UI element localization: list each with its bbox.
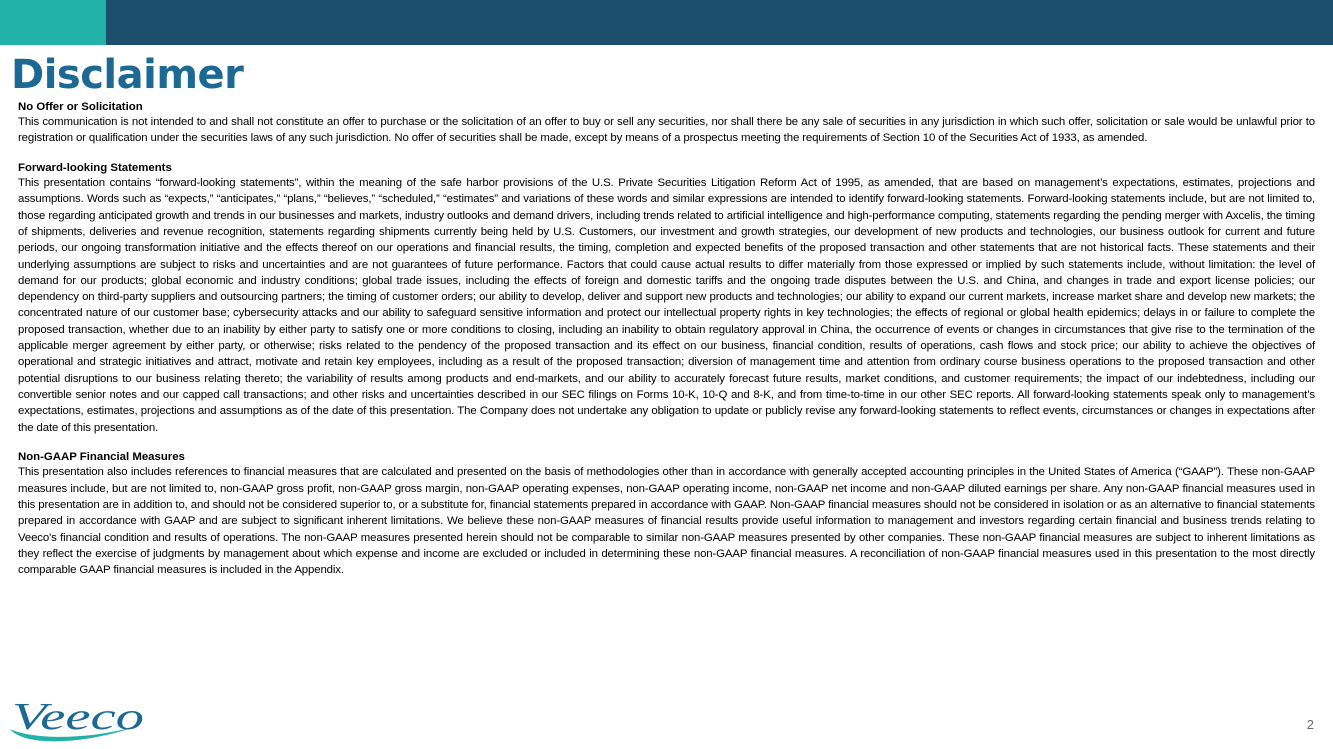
section-non-gaap xyxy=(18,450,1315,578)
section-heading: No Offer or Solicitation xyxy=(18,101,143,113)
page-number: 2 xyxy=(1306,717,1314,732)
logo-text: Veeco xyxy=(12,696,144,738)
section-body: This communication is not intended to and shall not constitute an offer to purchase or the solicitation of an offer to buy or sell any securities, nor shall there be any sale of securities in any jurisdiction in which such offer, solicitation or sale would be unlawful prior to registration or qualification under the securities laws of any such jurisdiction. No offer of securities shall be made, except by means of a prospectus meeting the requirements of Section 10 of the Securities Act of 1933, as amended. xyxy=(18,116,1315,145)
section-no-offer xyxy=(18,100,1315,147)
disclaimer-content xyxy=(18,100,1315,593)
header-bar xyxy=(0,0,1333,45)
veeco-logo xyxy=(6,695,148,745)
section-body: This presentation also includes references to financial measures that are calculated and presented on the basis of methodologies other than in accordance with generally accepted accounting principles in the United States of America (“GAAP”). These non-GAAP measures include, but are not limited to, non-GAAP gross profit, non-GAAP gross margin, non-GAAP operating expenses, non-GAAP operating income, non-GAAP net income and non-GAAP diluted earnings per share. Any non-GAAP financial measures used in this presentation are in addition to, and should not be considered superior to, or a substitute for, financial statements prepared in accordance with GAAP. Non-GAAP financial measures should not be considered in isolation or as an alternative to financial statements prepared in accordance with GAAP and are subject to significant inherent limitations. We believe these non-GAAP measures of financial results provide useful information to management and investors regarding certain financial and business trends relating to Veeco's financial condition and results of operations. The non-GAAP measures presented herein should not be comparable to similar non-GAAP measures presented by other companies. These non-GAAP financial measures are subject to inherent limitations as they reflect the exercise of judgments by management about which expense and income are excluded or included in determining these non-GAAP financial measures. A reconciliation of non-GAAP financial measures used in this presentation to the most directly comparable GAAP financial measures is included in the Appendix. xyxy=(18,466,1315,577)
page-title: Disclaimer xyxy=(11,52,244,98)
section-forward-looking xyxy=(18,161,1315,436)
header-accent-block xyxy=(0,0,106,45)
section-body: This presentation contains “forward-looking statements”, within the meaning of the safe harbor provisions of the U.S. Private Securities Litigation Reform Act of 1995, as amended, that are based on management’s expectations, estimates, projections and assumptions. Words such as “expects,” “anticipates,” “plans,” “believes,” “scheduled,” “estimates” and variations of these words and similar expressions are intended to identify forward-looking statements. Forward-looking statements include, but are not limited to, those regarding anticipated growth and trends in our businesses and markets, industry outlooks and demand drivers, including trends related to artificial intelligence and high-performance computing, statements regarding the pending merger with Axcelis, the timing of shipments, deliveries and revenue recognition, statements regarding shipments currently being held by U.S. Customers, our investment and growth strategies, our development of new products and technologies, our business outlook for current and future periods, our ongoing transformation initiative and the effects thereof on our operations and financial results, the timing, completion and expected benefits of the proposed transaction and other statements that are not historical facts. These statements and their underlying assumptions are subject to risks and uncertainties and are not guarantees of future performance. Factors that could cause actual results to differ materially from those expressed or implied by such statements include, without limitation: the level of demand for our products; global economic and industry conditions; global trade issues, including the effects of foreign and domestic tariffs and the ongoing trade disputes between the U.S. and China, and changes in trade and export license policies; our dependency on third-party suppliers and outsourcing partners; the timing of customer orders; our ability to develop, deliver and support new products and technologies; our ability to expand our current markets, increase market share and develop new markets; the concentrated nature of our customer base; cybersecurity attacks and our ability to safeguard sensitive information and protect our intellectual property rights in key technologies; the effects of regional or global health epidemics; delays in or failure to complete the proposed transaction, whether due to an inability by either party to satisfy one or more conditions to closing, including an inability to obtain regulatory approval in China, the occurrence of events or changes in circumstances that give rise to the termination of the applicable merger agreement by either party, or otherwise; risks related to the pendency of the proposed transaction and its effect on our business, financial condition, results of operations, cash flows and stock price; our ability to achieve the objectives of operational and strategic initiatives and attract, motivate and retain key employees, including as a result of the proposed transaction; diversion of management time and attention from ordinary course business operations to the proposed transaction and other potential disruptions to our business relating thereto; the variability of results among products and end-markets, and our ability to accurately forecast future results, market conditions, and customer requirements; the impact of our indebtedness, including our convertible senior notes and our capped call transactions; and other risks and uncertainties described in our SEC filings on Forms 10-K, 10-Q and 8-K, and from time-to-time in our other SEC reports. All forward-looking statements speak only to management’s expectations, estimates, projections and assumptions as of the date of this presentation. The Company does not undertake any obligation to update or publicly revise any forward-looking statements to reflect events, circumstances or changes in expectations after the date of this presentation. xyxy=(18,177,1315,434)
section-heading: Non-GAAP Financial Measures xyxy=(18,451,185,464)
section-heading: Forward-looking Statements xyxy=(18,162,172,175)
